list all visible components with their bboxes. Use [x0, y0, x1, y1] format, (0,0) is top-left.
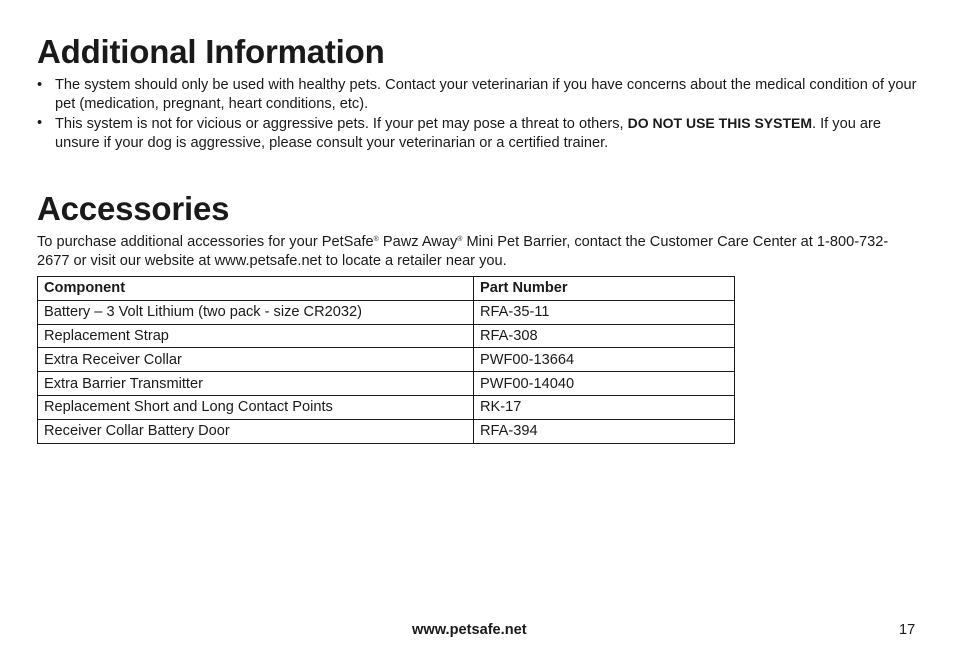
part-number-cell: RFA-308	[474, 324, 735, 348]
part-number-cell: PWF00-13664	[474, 348, 735, 372]
part-number-cell: PWF00-14040	[474, 372, 735, 396]
component-cell: Receiver Collar Battery Door	[38, 419, 474, 443]
accessories-heading: Accessories	[37, 190, 230, 227]
component-cell: Battery – 3 Volt Lithium (two pack - size CR2032)	[38, 300, 474, 324]
additional-information-heading: Additional Information	[37, 33, 385, 70]
table-row	[38, 300, 735, 324]
accessories-intro	[37, 233, 917, 271]
page-number: 17	[899, 622, 916, 638]
table-header-row	[38, 277, 735, 301]
list-item	[37, 76, 917, 114]
table-row	[38, 372, 735, 396]
table-row	[38, 395, 735, 419]
table-row	[38, 419, 735, 443]
list-item	[37, 114, 917, 153]
component-cell: Extra Barrier Transmitter	[38, 372, 474, 396]
intro-text: Mini Pet Barrier, contact the Customer Care Center at 1-800-732-2677 or visit our website at www.petsafe.net to locate a retailer near you.	[37, 234, 889, 269]
intro-text: To purchase additional accessories for your PetSafe	[37, 234, 374, 250]
additional-information-list	[37, 76, 917, 153]
component-cell: Replacement Strap	[38, 324, 474, 348]
warning-emphasis: DO NOT USE THIS SYSTEM	[627, 115, 813, 131]
bullet-text: . If you are unsure if your dog is aggressive, please consult your veterinarian or a certified trainer.	[55, 116, 881, 151]
table-row	[38, 324, 735, 348]
part-number-cell: RFA-35-11	[474, 300, 735, 324]
bullet-icon: •	[37, 77, 43, 93]
bullet-text: This system is not for vicious or aggressive pets. If your pet may pose a threat to others,	[55, 116, 628, 132]
component-cell: Extra Receiver Collar	[38, 348, 474, 372]
part-number-cell: RK-17	[474, 395, 735, 419]
registered-mark: ®	[373, 236, 379, 243]
footer-website-url: www.petsafe.net	[412, 622, 527, 638]
registered-mark: ®	[457, 236, 463, 243]
bullet-icon: •	[37, 115, 43, 131]
column-header-part-number: Part Number	[474, 277, 735, 301]
table-row	[38, 348, 735, 372]
intro-text: Pawz Away	[378, 234, 458, 250]
part-number-cell: RFA-394	[474, 419, 735, 443]
column-header-component: Component	[38, 277, 474, 301]
bullet-text: The system should only be used with healthy pets. Contact your veterinarian if you have concerns about the medical condition of your pet (medication, pregnant, heart conditions, etc).	[55, 77, 917, 112]
accessories-table	[37, 276, 735, 444]
component-cell: Replacement Short and Long Contact Points	[38, 395, 474, 419]
